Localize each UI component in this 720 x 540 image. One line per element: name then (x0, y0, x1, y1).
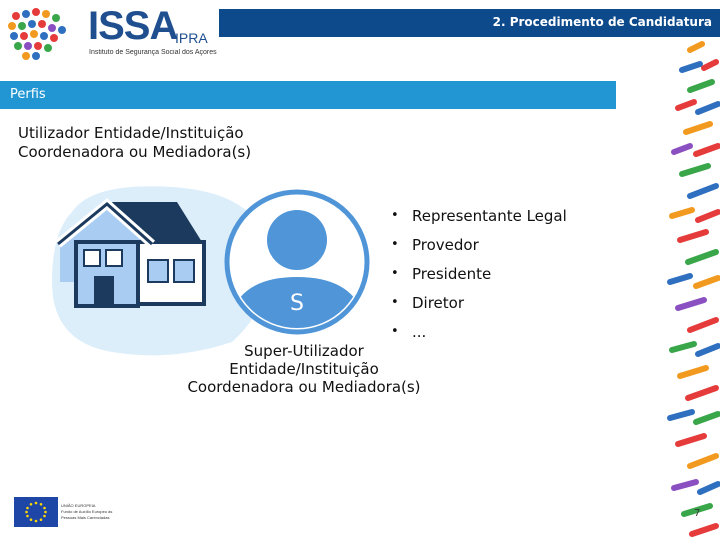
logo-sub: IPRA (175, 30, 208, 46)
eu-caption (61, 503, 116, 521)
role-item: • Diretor (388, 292, 567, 321)
header-bar (219, 9, 720, 37)
profile-illustration (52, 182, 392, 362)
logo-tagline: Instituto de Segurança Social dos Açores (89, 49, 217, 56)
profile-description (18, 124, 251, 162)
page-title: 2. Procedimento de Candidatura (492, 15, 712, 29)
logo-dots-icon (6, 6, 72, 62)
page-number: 7 (694, 508, 701, 519)
avatar-letter: S (290, 291, 304, 316)
section-bar (0, 81, 616, 109)
role-item: • Representante Legal (388, 205, 567, 234)
logo-word: ISSA (88, 4, 178, 48)
profile-line-2: Coordenadora ou Mediadora(s) (18, 143, 252, 161)
role-item: • Provedor (388, 234, 567, 263)
role-item: • ... (388, 321, 567, 350)
eu-fund: Fundo de Auxílio Europeu às Pessoas Mais Carenciadas (61, 509, 113, 520)
eu-label: UNIÃO EUROPEIA (61, 503, 96, 508)
super-user-line-1: Super-Utilizador (244, 342, 364, 360)
decorative-strips (660, 40, 720, 540)
roles-list (388, 205, 567, 350)
super-user-line-3: Coordenadora ou Mediadora(s) (187, 378, 421, 396)
super-user-line-2: Entidade/Instituição (229, 360, 379, 378)
section-title: Perfis (10, 87, 46, 102)
super-user-description (174, 342, 434, 396)
eu-flag-icon (14, 497, 58, 527)
profile-line-1: Utilizador Entidade/Instituição (18, 124, 244, 142)
role-item: • Presidente (388, 263, 567, 292)
